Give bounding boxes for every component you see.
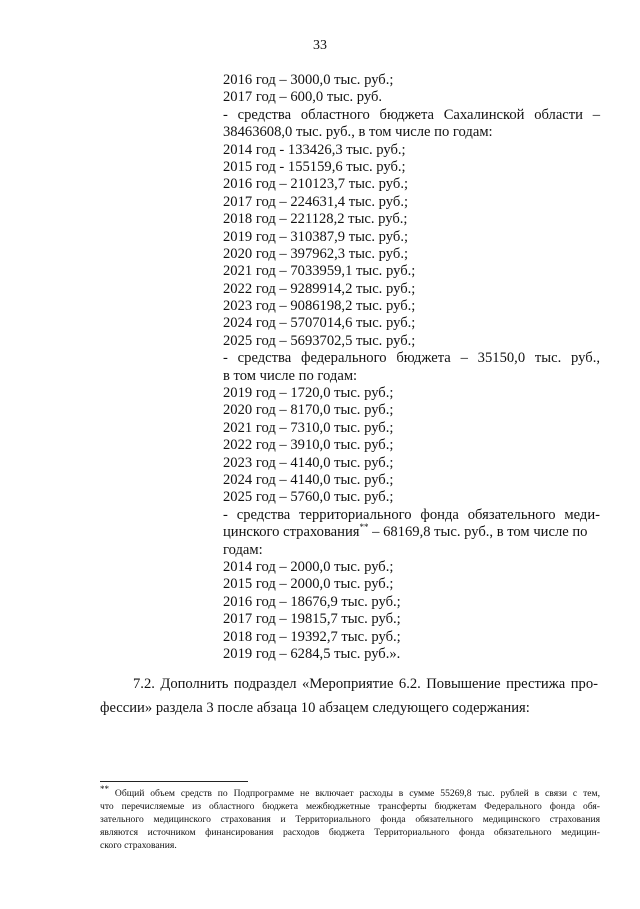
list-line: 2017 год – 19815,7 тыс. руб.;	[223, 611, 401, 628]
list-line: - средства областного бюджета Сахалинской области –	[223, 106, 600, 123]
list-line: 2024 год – 5707014,6 тыс. руб.;	[223, 315, 416, 332]
footnote-marker: **	[100, 783, 109, 794]
amendment-paragraph	[100, 672, 598, 720]
list-line: 2016 год – 18676,9 тыс. руб.;	[223, 593, 401, 610]
list-line: 2015 год - 155159,6 тыс. руб.;	[223, 158, 406, 175]
funding-list	[223, 72, 600, 663]
list-line: - средства федерального бюджета – 35150,0 тыс. руб.,	[223, 350, 600, 367]
paragraph-line: фессии» раздела 3 после абзаца 10 абзацем следующего содержания:	[100, 700, 530, 716]
insurance-amount: – 68169,8 тыс. руб., в том числе по	[368, 524, 588, 541]
footnote	[100, 783, 600, 852]
footnote-line: что перечисляемые из областного бюджета межбюджетные трансферты бюджетам Федерального фонда обя-	[100, 801, 600, 812]
list-line: 2016 год – 3000,0 тыс. руб.;	[223, 72, 394, 88]
list-line: 2014 год - 133426,3 тыс. руб.;	[223, 141, 406, 158]
footnote-line	[100, 783, 600, 800]
list-line: 2021 год – 7310,0 тыс. руб.;	[223, 419, 394, 436]
list-line: 2021 год – 7033959,1 тыс. руб.;	[223, 263, 416, 280]
insurance-label: цинского страхования	[223, 524, 360, 541]
list-line: 2015 год – 2000,0 тыс. руб.;	[223, 576, 394, 593]
list-line: 38463608,0 тыс. руб., в том числе по годам:	[223, 124, 493, 141]
list-line: 2024 год – 4140,0 тыс. руб.;	[223, 471, 394, 488]
paragraph-line: 7.2. Дополнить подраздел «Мероприятие 6.2. Повышение престижа про-	[133, 676, 598, 692]
page-number: 33	[313, 38, 327, 53]
footnote-line: зательного медицинского страхования и Территориального фонда обязательного медицинского страхования	[100, 814, 600, 825]
list-line: - средства территориального фонда обязательного меди-	[223, 506, 600, 523]
list-line: 2020 год – 8170,0 тыс. руб.;	[223, 402, 394, 419]
footnote-divider	[100, 781, 248, 782]
list-line: 2022 год – 9289914,2 тыс. руб.;	[223, 280, 416, 297]
list-line: 2019 год – 1720,0 тыс. руб.;	[223, 385, 394, 402]
list-line: 2025 год – 5760,0 тыс. руб.;	[223, 489, 394, 506]
list-line: 2023 год – 9086198,2 тыс. руб.;	[223, 298, 416, 315]
footnote-line: ского страхования.	[100, 840, 177, 851]
list-line: 2019 год – 310387,9 тыс. руб.;	[223, 228, 409, 245]
list-line: 2023 год – 4140,0 тыс. руб.;	[223, 454, 394, 471]
footnote-line: являются источником финансирования расходов бюджета Территориального фонда обязательного медицин-	[100, 827, 600, 838]
list-line: 2017 год – 224631,4 тыс. руб.;	[223, 193, 409, 210]
list-line: 2018 год – 19392,7 тыс. руб.;	[223, 628, 401, 645]
list-line: 2019 год – 6284,5 тыс. руб.».	[223, 645, 401, 662]
list-line: в том числе по годам:	[223, 367, 358, 384]
list-line: 2018 год – 221128,2 тыс. руб.;	[223, 211, 408, 228]
list-line: 2017 год – 600,0 тыс. руб.	[223, 89, 383, 106]
list-line-insurance	[223, 524, 600, 541]
footnote-reference: **	[359, 522, 369, 533]
list-line: 2020 год – 397962,3 тыс. руб.;	[223, 245, 409, 262]
list-line: 2025 год – 5693702,5 тыс. руб.;	[223, 332, 416, 349]
list-line: 2022 год – 3910,0 тыс. руб.;	[223, 437, 394, 454]
list-line: 2014 год – 2000,0 тыс. руб.;	[223, 558, 394, 575]
list-line: годам:	[223, 541, 263, 558]
list-line: 2016 год – 210123,7 тыс. руб.;	[223, 176, 409, 193]
footnote-text: Общий объем средств по Подпрограмме не включает расходы в сумме 55269,8 тыс. рублей в связи с тем,	[109, 788, 600, 799]
